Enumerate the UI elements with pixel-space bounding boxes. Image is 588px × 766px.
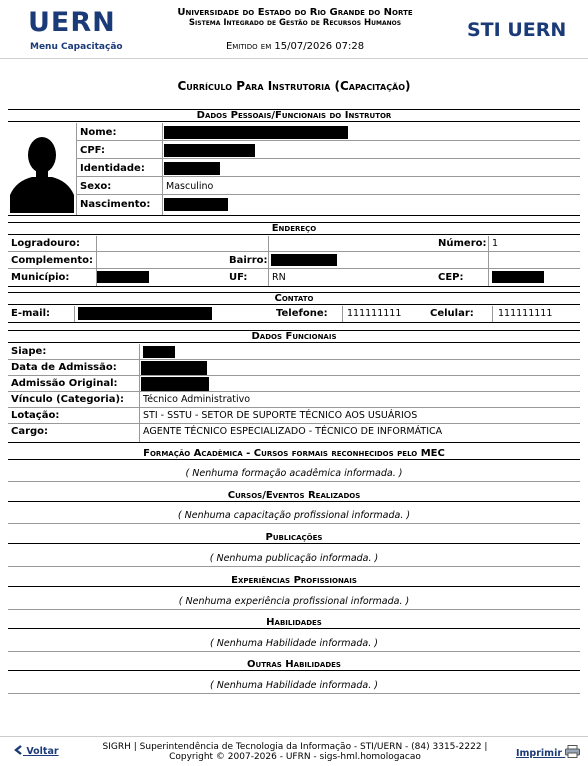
personal-data-heading: Dados Pessoais/Funcionais do Instrutor: [8, 109, 580, 122]
siape-row: [8, 344, 580, 360]
nome-row: [76, 125, 580, 141]
sexo-row: [76, 179, 580, 195]
lotacao-value: STI - SSTU - SETOR DE SUPORTE TÉCNICO AOS USUÁRIOS: [143, 410, 418, 421]
nome-label: Nome:: [80, 127, 117, 138]
cep-redacted: [492, 271, 544, 283]
uern-logo-part: UERN: [507, 19, 567, 41]
admissao-label: Data de Admissão:: [11, 362, 117, 373]
numero-value: 1: [492, 238, 499, 249]
footer-line-1: SIGRH | Superintendência de Tecnologia da Informação - STI/UERN - (84) 3315-2222 |: [102, 742, 488, 752]
system-name: Sistema Integrado de Gestão de Recursos Humanos: [188, 18, 402, 28]
email-label: E-mail:: [11, 308, 51, 319]
publicacoes-heading: Publicações: [8, 532, 580, 544]
celular-value: 111111111: [498, 308, 553, 319]
bairro-label: Bairro:: [229, 255, 268, 266]
lotacao-label: Lotação:: [11, 410, 60, 421]
voltar-label: Voltar: [26, 746, 59, 757]
nascimento-row: [76, 197, 580, 212]
functional-box: [8, 344, 580, 443]
personal-data-box: [8, 123, 580, 216]
logradouro-row: [8, 236, 580, 252]
vinculo-row: [8, 392, 580, 408]
page-footer: [0, 736, 588, 766]
uern-logo: UERN: [28, 7, 116, 38]
sti-uern-logo: [467, 19, 566, 41]
admissao-row: [8, 360, 580, 376]
identidade-label: Identidade:: [80, 163, 145, 174]
sti-logo-part: STI: [467, 19, 501, 41]
experiencias-heading: Experiências Profissionais: [8, 575, 580, 587]
cpf-label: CPF:: [80, 145, 105, 156]
admissao-redacted: [141, 361, 207, 375]
habilidades-empty: ( Nenhuma Habilidade informada. ): [8, 636, 580, 652]
avatar-silhouette-icon: [10, 125, 74, 213]
admissao-original-row: [8, 376, 580, 392]
nascimento-label: Nascimento:: [80, 199, 151, 210]
bairro-redacted: [271, 254, 337, 266]
outras-habilidades-empty: ( Nenhuma Habilidade informada. ): [8, 678, 580, 694]
telefone-label: Telefone:: [276, 308, 328, 319]
outras-habilidades-heading: Outras Habilidades: [8, 659, 580, 671]
contact-heading: Contato: [8, 292, 580, 305]
experiencias-empty: ( Nenhuma experiência profissional informada. ): [8, 594, 580, 610]
lotacao-row: [8, 408, 580, 424]
imprimir-label: Imprimir: [516, 748, 563, 759]
siape-redacted: [143, 346, 175, 358]
cargo-value: AGENTE TÉCNICO ESPECIALIZADO - TÉCNICO DE INFORMÁTICA: [143, 426, 443, 437]
siape-label: Siape:: [11, 346, 47, 357]
identidade-row: [76, 161, 580, 177]
voltar-button[interactable]: [14, 745, 59, 757]
printer-icon: [565, 745, 580, 758]
imprimir-button[interactable]: [516, 745, 580, 759]
municipio-row: [8, 270, 580, 285]
uf-value: RN: [272, 272, 286, 283]
cep-label: CEP:: [438, 272, 464, 283]
menu-capacitacao-link[interactable]: Menu Capacitação: [30, 42, 123, 52]
university-name: Universidade do Estado do Rio Grande do Norte: [177, 7, 413, 18]
cursos-empty: ( Nenhuma capacitação profissional informada. ): [8, 508, 580, 524]
cpf-redacted: [164, 144, 255, 157]
publicacoes-empty: ( Nenhuma publicação informada. ): [8, 551, 580, 567]
cursos-heading: Cursos/Eventos Realizados: [8, 490, 580, 502]
page-title: Currículo Para Instrutoria (Capacitação): [177, 79, 411, 93]
sexo-label: Sexo:: [80, 181, 112, 192]
identidade-redacted: [164, 162, 220, 175]
cargo-label: Cargo:: [11, 426, 49, 437]
admissao-original-redacted: [141, 377, 209, 391]
complemento-row: [8, 253, 580, 269]
footer-line-2: Copyright © 2007-2026 - UFRN - sigs-hml.homologacao: [169, 752, 421, 762]
vinculo-label: Vínculo (Categoria):: [11, 394, 125, 405]
habilidades-heading: Habilidades: [8, 617, 580, 629]
celular-label: Celular:: [430, 308, 474, 319]
vinculo-value: Técnico Administrativo: [143, 394, 251, 405]
complemento-label: Complemento:: [11, 255, 93, 266]
page-header: [0, 0, 588, 59]
address-box: [8, 236, 580, 287]
sexo-value: Masculino: [166, 181, 214, 192]
telefone-value: 111111111: [347, 308, 402, 319]
address-heading: Endereço: [8, 222, 580, 235]
admissao-original-label: Admissão Original:: [11, 378, 118, 389]
formacao-heading: Formação Acadêmica - Cursos formais reconhecidos pelo MEC: [8, 448, 580, 460]
avatar: [10, 125, 74, 213]
nome-redacted: [164, 126, 348, 139]
formacao-empty: ( Nenhuma formação acadêmica informada. ): [8, 466, 580, 482]
cpf-row: [76, 143, 580, 159]
uf-label: UF:: [229, 272, 248, 283]
nascimento-redacted: [164, 198, 228, 211]
email-redacted: [78, 307, 212, 320]
cargo-row: [8, 424, 580, 439]
functional-heading: Dados Funcionais: [8, 330, 580, 343]
chevron-left-icon: [14, 745, 23, 755]
municipio-label: Município:: [11, 272, 70, 283]
municipio-redacted: [97, 271, 149, 283]
contact-row: [8, 306, 580, 321]
issued-timestamp: Emitido em 15/07/2026 07:28: [225, 41, 365, 52]
contact-box: [8, 306, 580, 323]
numero-label: Número:: [438, 238, 487, 249]
logradouro-label: Logradouro:: [11, 238, 81, 249]
